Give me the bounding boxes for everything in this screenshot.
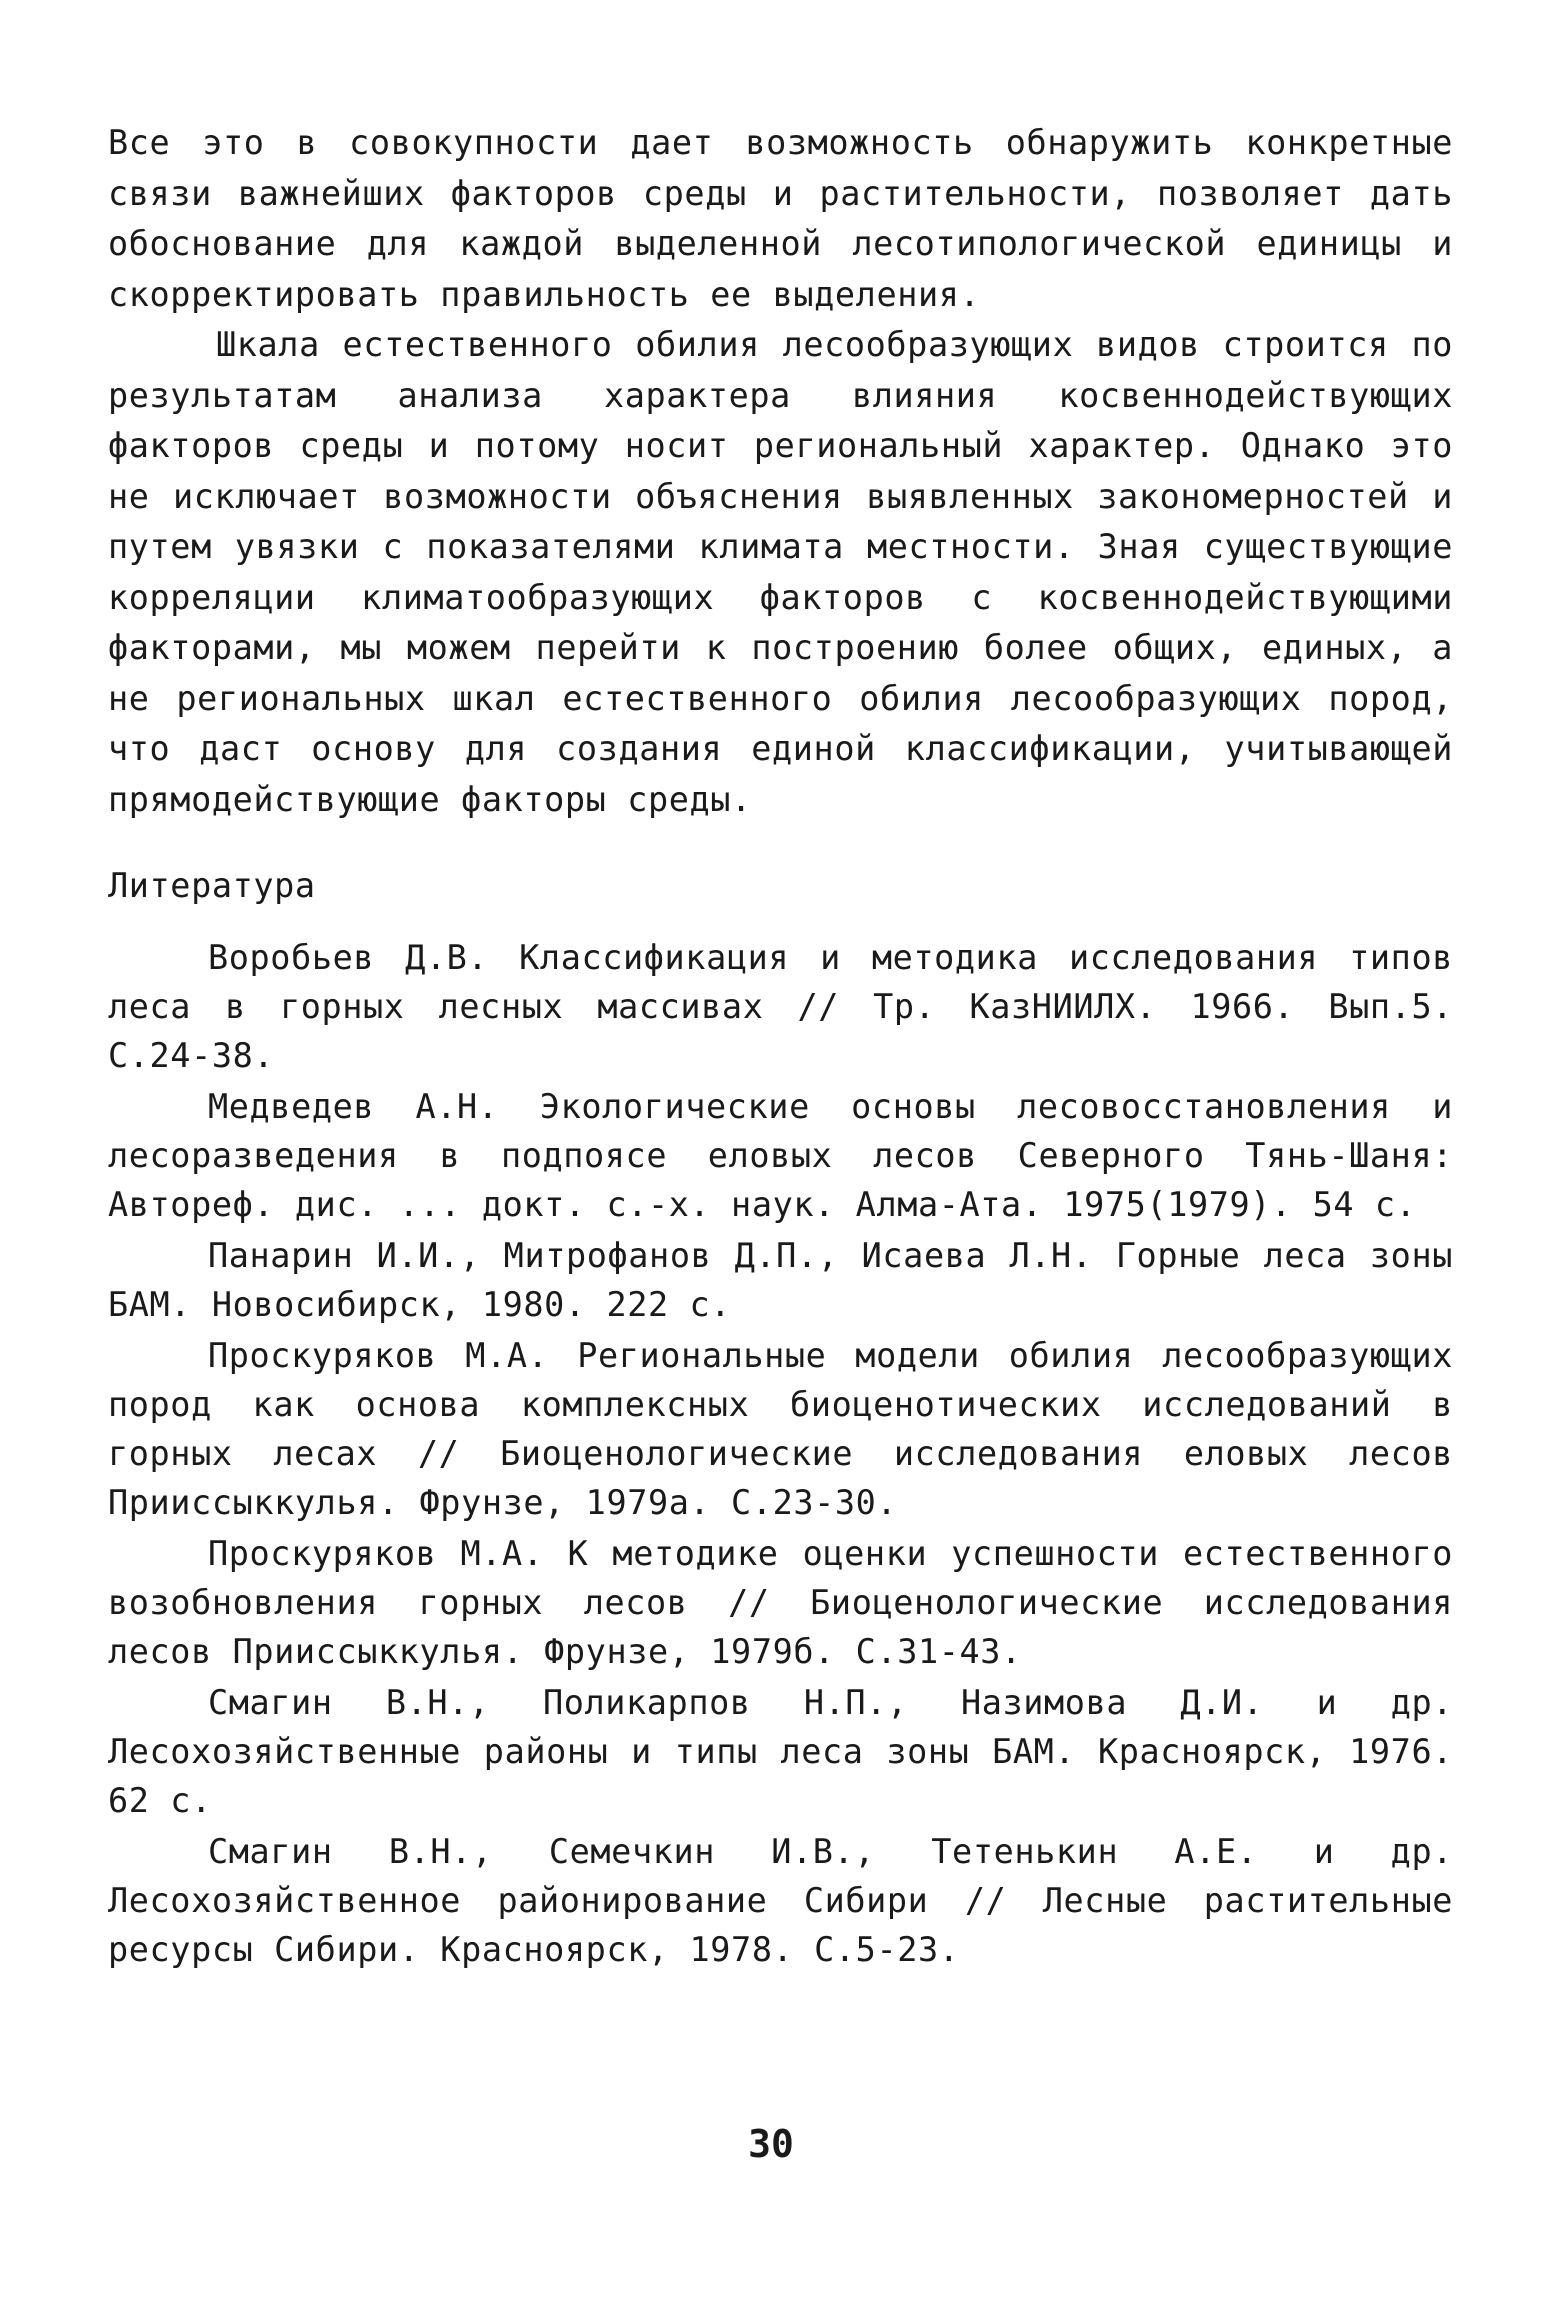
reference-item: Медведев А.Н. Экологические основы лесовосстановления и лесоразведения в подпоясе еловых лесов Северного Тянь-Шаня: Автореф. дис. ... докт. с.-х. наук. Алма-Ата. 1975(1979). 54 с. <box>108 1087 1453 1224</box>
paragraph-1: Все это в совокупности дает возможность обнаружить конкретные связи важнейших факторов среды и растительности, позволяет дать обоснование для каждой выделенной лесотипологической единицы и скорректировать правильность ее выделения. <box>108 123 1453 314</box>
reference-item: Проскуряков М.А. К методике оценки успешности естественного возобновления горных лесов // Биоценологические исследования лесов Прииссыккулья. Фрунзе, 1979б. С.31-43. <box>108 1534 1453 1671</box>
reference-item: Панарин И.И., Митрофанов Д.П., Исаева Л.Н. Горные леса зоны БАМ. Новосибирск, 1980. 222 с. <box>108 1236 1453 1324</box>
document-page <box>108 118 1453 1974</box>
paragraph-2: Шкала естественного обилия лесообразующих видов строится по результатам анализа характера влияния косвеннодействующих факторов среды и потому носит региональный характер. Однако это не исключает возможности объяснения выявленных закономерностей и путем увязки с показателями климата местности. Зная существующие корреляции климатообразующих факторов с косвеннодействующими факторами, мы можем перейти к построению более общих, единых, а не региональных шкал естественного обилия лесообразующих пород, что даст основу для создания единой классификации, учитывающей прямодействующие факторы среды. <box>108 325 1453 819</box>
reference-item: Проскуряков М.А. Региональные модели обилия лесообразующих пород как основа комплексных биоценотических исследований в горных лесах // Биоценологические исследования еловых лесов Прииссыккулья. Фрунзе, 1979а. С.23-30. <box>108 1336 1453 1522</box>
reference-item: Смагин В.Н., Поликарпов Н.П., Назимова Д.И. и др. Лесохозяйственные районы и типы леса зоны БАМ. Красноярск, 1976. 62 с. <box>108 1683 1453 1820</box>
reference-item: Воробьев Д.В. Классификация и методика исследования типов леса в горных лесных массивах // Тр. КазНИИЛХ. 1966. Вып.5. С.24-38. <box>108 938 1453 1075</box>
reference-list <box>108 933 1453 1974</box>
literature-heading: Литература <box>108 866 316 905</box>
main-text <box>108 118 1453 825</box>
reference-item: Смагин В.Н., Семечкин И.В., Тетенькин А.Е. и др. Лесохозяйственное районирование Сибири // Лесные растительные ресурсы Сибири. Красноярск, 1978. С.5-23. <box>108 1832 1453 1969</box>
page-number: 30 <box>748 2122 794 2166</box>
